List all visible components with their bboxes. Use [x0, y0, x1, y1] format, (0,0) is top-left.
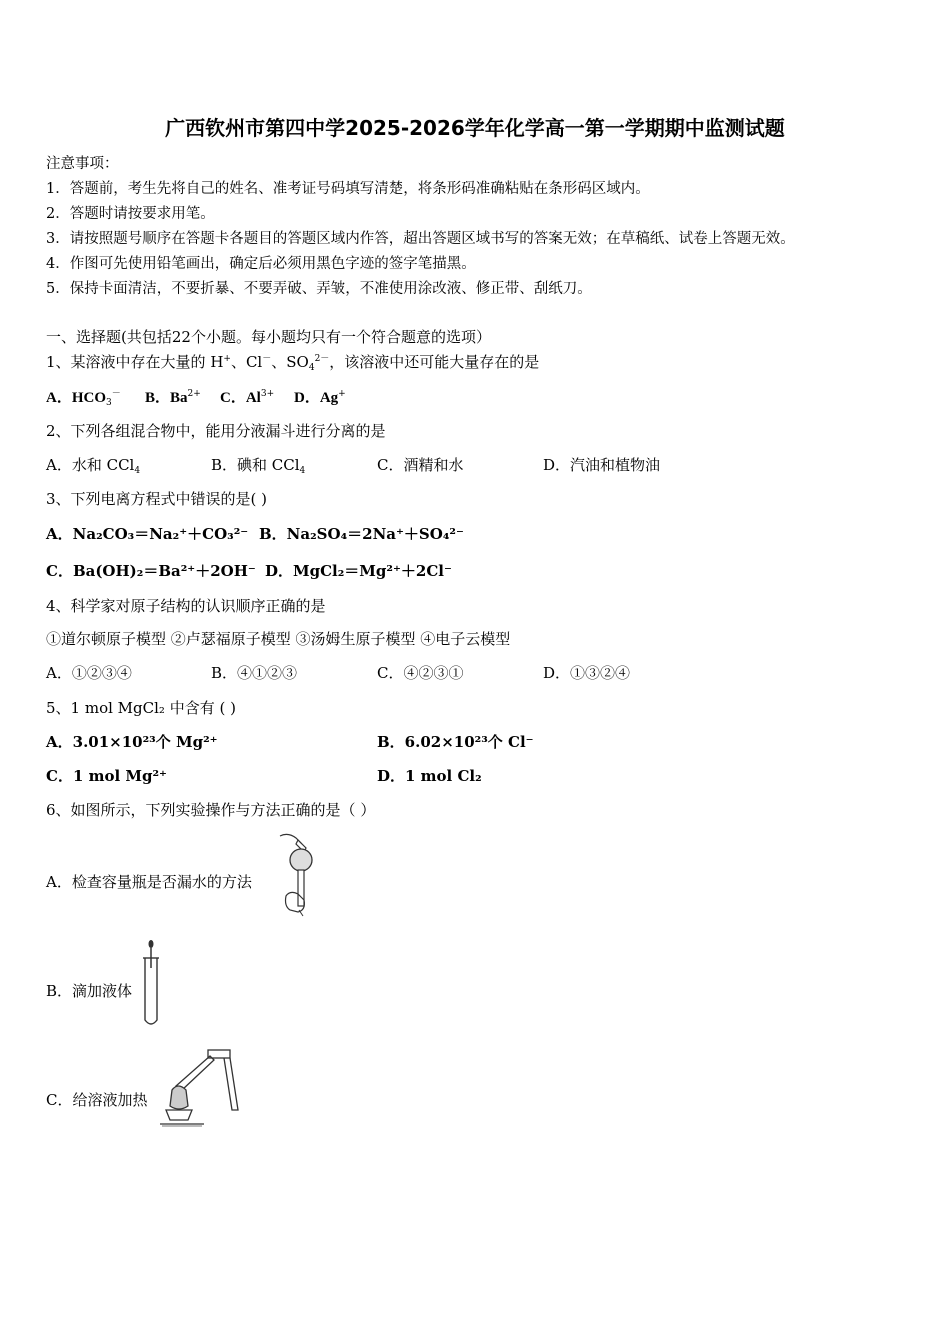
question-6-stem: 6、如图所示，下列实验操作与方法正确的是（ ） — [46, 801, 376, 819]
q2-option-d[interactable]: D．汽油和植物油 — [543, 456, 661, 474]
q4-option-d[interactable]: D．①③②④ — [543, 664, 631, 682]
question-1-stem: 1、某溶液中存在大量的 H+、Cl－、$SO_4^{2-}$，该溶液中还可能大量存在的是 — [46, 353, 540, 373]
q6-option-b[interactable]: B．滴加液体 — [46, 982, 133, 1000]
q1-option-c[interactable]: C．$Al^{3+}$ — [220, 389, 275, 406]
q2-option-c[interactable]: C．酒精和水 — [377, 456, 464, 474]
section-heading: 一、选择题(共包括22个小题。每小题均只有一个符合题意的选项） — [46, 328, 491, 346]
volumetric-flask-inverted-illustration — [276, 830, 326, 918]
q1-option-d[interactable]: D．Ag+ — [294, 389, 346, 406]
q3-option-a[interactable]: A．Na₂CO₃＝Na₂⁺＋CO₃²⁻ — [46, 525, 249, 543]
q5-option-a[interactable]: A．3.01×10²³个 Mg²⁺ — [46, 733, 218, 751]
heating-setup-illustration — [158, 1046, 244, 1128]
q4-option-a[interactable]: A．①②③④ — [46, 664, 132, 682]
q4-option-c[interactable]: C．④②③① — [377, 664, 464, 682]
note-item-4: 4．作图可先使用铅笔画出，确定后必须用黑色字迹的签字笔描黑。 — [46, 256, 476, 272]
q2-option-b[interactable]: B．碘和 CCl$_4$ — [211, 456, 306, 476]
question-3-stem: 3、下列电离方程式中错误的是( ) — [46, 490, 268, 508]
q5-option-d[interactable]: D．1 mol Cl₂ — [377, 767, 482, 785]
q1-option-b[interactable]: B．$Ba^{2+}$ — [145, 389, 201, 406]
note-item-5: 5．保持卡面清洁，不要折暴、不要弄破、弄皱，不准使用涂改液、修正带、刮纸刀。 — [46, 281, 592, 297]
q3-option-d[interactable]: D．MgCl₂＝Mg²⁺＋2Cl⁻ — [265, 562, 452, 580]
note-item-2: 2．答题时请按要求用笔。 — [46, 206, 215, 222]
question-5-stem: 5、1 mol MgCl₂ 中含有 ( ) — [46, 699, 236, 717]
q3-option-c[interactable]: C．Ba(OH)₂＝Ba²⁺＋2OH⁻ — [46, 562, 256, 580]
q5-option-c[interactable]: C．1 mol Mg²⁺ — [46, 767, 167, 785]
question-4-stem: 4、科学家对原子结构的认识顺序正确的是 — [46, 597, 326, 615]
dropper-test-tube-illustration — [140, 938, 164, 1028]
q5-option-b[interactable]: B．6.02×10²³个 Cl⁻ — [377, 733, 534, 751]
q4-model-list: ①道尔顿原子模型 ②卢瑟福原子模型 ③汤姆生原子模型 ④电子云模型 — [46, 630, 511, 648]
notes-heading: 注意事项： — [46, 156, 119, 172]
q6-option-c[interactable]: C．给溶液加热 — [46, 1091, 148, 1109]
q1-option-a[interactable]: A．$HCO_3^-$ — [46, 389, 121, 408]
q4-option-b[interactable]: B．④①②③ — [211, 664, 298, 682]
note-item-3: 3．请按照题号顺序在答题卡各题目的答题区域内作答，超出答题区域书写的答案无效；在草稿纸、试卷上答题无效。 — [46, 231, 795, 247]
q3-option-b[interactable]: B．Na₂SO₄＝2Na⁺＋SO₄²⁻ — [259, 525, 464, 543]
note-item-1: 1．答题前，考生先将自己的姓名、准考证号码填写清楚，将条形码准确粘贴在条形码区域内。 — [46, 181, 650, 197]
question-2-stem: 2、下列各组混合物中，能用分液漏斗进行分离的是 — [46, 422, 386, 440]
q6-option-a[interactable]: A．检查容量瓶是否漏水的方法 — [46, 873, 252, 891]
page-title: 广西钦州市第四中学2025-2026学年化学高一第一学期期中监测试题 — [165, 116, 785, 140]
q2-option-a[interactable]: A．水和 CCl$_4$ — [46, 456, 141, 476]
